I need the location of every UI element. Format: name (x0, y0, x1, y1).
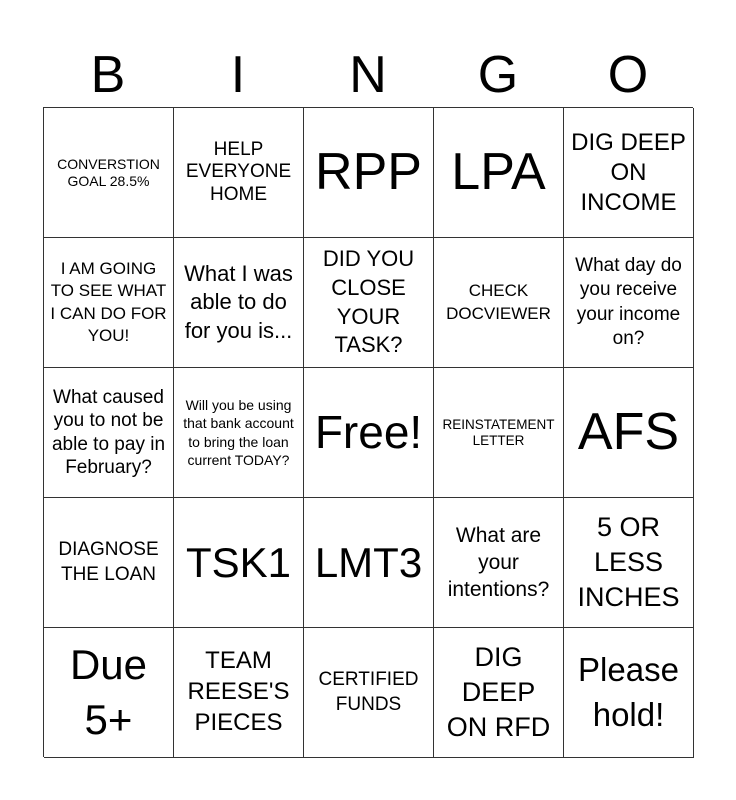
bingo-cell[interactable] (44, 628, 174, 758)
cell-text: What day do you receive your income on? (575, 254, 682, 349)
cell-text: CERTIFIED FUNDS (318, 668, 419, 715)
cell-text: HELP EVERYONE HOME (185, 139, 292, 205)
cell-text: Will you be using that bank account to bring the loan current TODAY? (183, 397, 294, 468)
bingo-cell[interactable] (564, 368, 694, 498)
bingo-header (43, 44, 693, 106)
bingo-cell[interactable] (44, 108, 174, 238)
bingo-cell[interactable] (304, 108, 434, 238)
bingo-cell[interactable] (174, 628, 304, 758)
bingo-cell[interactable] (174, 238, 304, 368)
bingo-cell[interactable] (304, 368, 434, 498)
bingo-cell[interactable] (304, 238, 434, 368)
bingo-board (43, 107, 693, 757)
header-letter-b: B (90, 46, 126, 104)
cell-text: TEAM REESE'S PIECES (187, 647, 290, 736)
bingo-cell[interactable] (174, 368, 304, 498)
bingo-cell[interactable] (434, 108, 564, 238)
cell-text: What I was able to do for you is... (184, 260, 293, 343)
bingo-cell[interactable] (174, 498, 304, 628)
cell-text: Please hold! (578, 650, 679, 733)
bingo-cell[interactable] (434, 498, 564, 628)
cell-text: AFS (577, 403, 680, 462)
bingo-cell[interactable] (304, 498, 434, 628)
cell-text: 5 OR LESS INCHES (577, 511, 680, 613)
cell-text: RPP (315, 143, 422, 202)
bingo-cell[interactable] (304, 628, 434, 758)
cell-text: I AM GOING TO SEE WHAT I CAN DO FOR YOU! (50, 259, 167, 345)
header-letter-n: N (349, 46, 387, 104)
cell-text: CONVERSTION GOAL 28.5% (57, 156, 160, 189)
cell-text: CHECK DOCVIEWER (446, 281, 551, 323)
header-letter-o: O (607, 46, 649, 104)
cell-text: DID YOU CLOSE YOUR TASK? (322, 246, 415, 358)
bingo-cell[interactable] (44, 498, 174, 628)
bingo-cell[interactable] (564, 108, 694, 238)
bingo-cell[interactable] (174, 108, 304, 238)
bingo-cell[interactable] (434, 628, 564, 758)
cell-text: DIG DEEP ON RFD (446, 641, 551, 743)
cell-text: TSK1 (185, 538, 292, 586)
cell-text: DIG DEEP ON INCOME (571, 128, 686, 216)
cell-text: LMT3 (314, 538, 423, 586)
cell-text: What caused you to not be able to pay in February? (51, 387, 166, 478)
cell-text: LPA (451, 143, 546, 202)
bingo-cell[interactable] (434, 238, 564, 368)
bingo-cell[interactable] (564, 628, 694, 758)
bingo-cell[interactable] (564, 498, 694, 628)
bingo-cell[interactable] (44, 368, 174, 498)
cell-text: What are your intentions? (447, 523, 550, 602)
cell-text: Due 5+ (69, 640, 148, 743)
header-letter-g: G (477, 46, 519, 104)
cell-text: Free! (314, 405, 423, 458)
bingo-cell[interactable] (564, 238, 694, 368)
bingo-cell[interactable] (44, 238, 174, 368)
cell-text: REINSTATEMENT LETTER (442, 416, 555, 448)
header-letter-i: I (230, 46, 246, 104)
cell-text: DIAGNOSE THE LOAN (58, 538, 159, 585)
bingo-cell[interactable] (434, 368, 564, 498)
